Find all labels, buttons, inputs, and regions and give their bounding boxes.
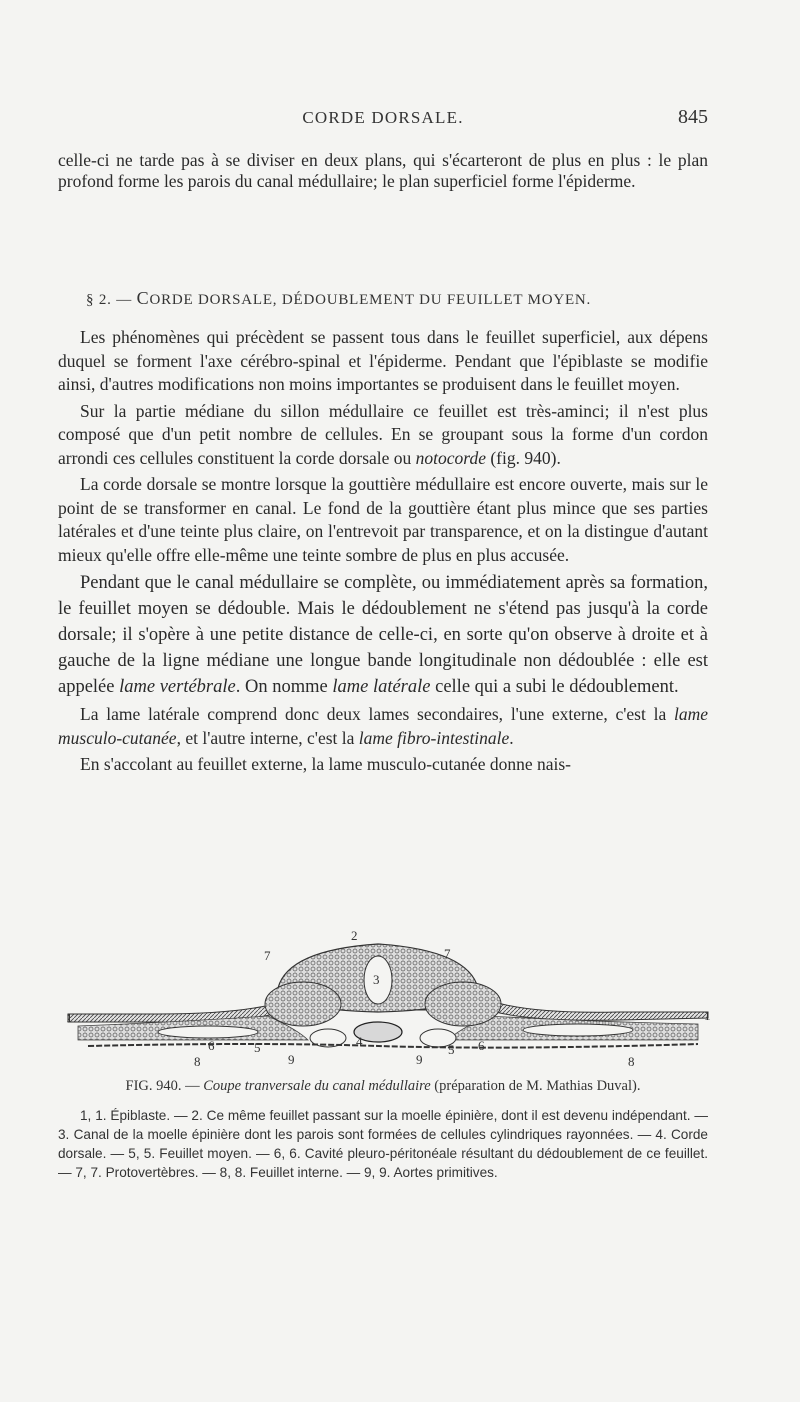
hypoblast-layer bbox=[88, 1044, 698, 1048]
figure-number: FIG. 940. — bbox=[125, 1078, 200, 1094]
body-text bbox=[58, 326, 708, 780]
term-lame-vertebrale: lame vertébrale bbox=[119, 677, 236, 697]
figure-label: 5 bbox=[448, 1042, 455, 1057]
figure-label: 1 bbox=[704, 1008, 711, 1023]
figure-caption bbox=[58, 1078, 708, 1095]
paragraph-4-mid: . On nomme bbox=[235, 677, 328, 697]
intro-paragraph: celle-ci ne tarde pas à se diviser en deux plans, qui s'écarteront de plus en plus : le plan profond forme les parois du canal médullaire; le plan superficiel forme l'épiderme. bbox=[58, 150, 708, 191]
paragraph-3: La corde dorsale se montre lorsque la gouttière médullaire est encore ouverte, mais sur le point de se transformer en canal. Le fond de la gouttière étant plus mince que ses parties latérales et d'une teinte plus claire, on l'entrevoit par transparence, et on la distingue d'autant mieux qu'elle offre elle-même une teinte sombre de plus en plus accusée. bbox=[58, 474, 708, 565]
paragraph-5-mid: , et l'autre interne, c'est la bbox=[176, 727, 355, 748]
figure-940 bbox=[58, 930, 718, 1070]
running-title: CORDE DORSALE. bbox=[302, 108, 464, 127]
figure-label: 1 bbox=[66, 1010, 73, 1025]
term-lame-fibro-intestinale: lame fibro-intestinale bbox=[358, 727, 510, 748]
term-notocorde: notocorde bbox=[415, 447, 486, 468]
pleuro-peritoneal-cavity-right bbox=[523, 1024, 633, 1036]
figure-label: 8 bbox=[628, 1054, 635, 1069]
section-heading bbox=[86, 288, 706, 309]
paragraph-4-end: celle qui a subi le dédoublement. bbox=[435, 677, 679, 697]
section-title-cap: C bbox=[136, 288, 150, 308]
figure-label: 7 bbox=[264, 948, 271, 963]
figure-label: 9 bbox=[288, 1052, 295, 1067]
paragraph-5-text: La lame latérale comprend donc deux lames secondaires, l'une externe, c'est la bbox=[80, 704, 667, 724]
figure-label: 6 bbox=[208, 1038, 215, 1053]
paragraph-5-end: . bbox=[509, 727, 514, 748]
figure-label: 3 bbox=[373, 972, 380, 987]
paragraph-4 bbox=[58, 570, 708, 700]
paragraph-2-ref: (fig. 940). bbox=[490, 447, 561, 468]
page-header bbox=[58, 108, 708, 136]
term-lame-laterale: lame latérale bbox=[332, 677, 431, 697]
paragraph-5 bbox=[58, 703, 708, 750]
paragraph-2-text: Sur la partie médiane du sillon médullaire ce feuillet est très-aminci; il n'est plus composé que d'un petit nombre de cellules. En se groupant sous la forme d'un cordon arrondi ces cellules constituent la corde dorsale ou bbox=[58, 400, 708, 468]
figure-label: 5 bbox=[254, 1040, 261, 1055]
figure-label: 4 bbox=[356, 1034, 363, 1049]
figure-label: 2 bbox=[351, 930, 358, 943]
figure-title: Coupe tranversale du canal médullaire bbox=[203, 1078, 431, 1094]
page-number: 845 bbox=[678, 106, 708, 128]
figure-label: 9 bbox=[416, 1052, 423, 1067]
paragraph-2 bbox=[58, 400, 708, 471]
paragraph-1: Les phénomènes qui précèdent se passent tous dans le feuillet superficiel, aux dépens duquel se forment l'axe cérébro-spinal et l'épiderme. Pendant que l'épiblaste se modifie ainsi, d'autres modifications non moins importantes se produisent dans le feuillet moyen. bbox=[58, 327, 708, 394]
paragraph-4-text: Pendant que le canal médullaire se complète, ou immédiatement après sa formation, le feuillet moyen se dédouble. Mais le dédoublement ne s'étend pas jusqu'à la corde dorsale; il s'opère à une petite distance de celle-ci, en sorte qu'on observe à droite et à gauche de la ligne médiane une longue bande longitudinale non dédoublée : elle est appelée bbox=[58, 573, 708, 697]
figure-credit: (préparation de M. Mathias Duval). bbox=[434, 1078, 641, 1094]
figure-legend: 1, 1. Épiblaste. — 2. Ce même feuillet passant sur la moelle épinière, dont il est devenu indépendant. — 3. Canal de la moelle épinière dont les parois sont formées de cellules cylindriques rayonnées. — 4. Corde dorsale. — 5, 5. Feuillet moyen. — 6, 6. Cavité pleuro-péritonéale résultant du dédoublement de ce feuillet. — 7, 7. Protovertèbres. — 8, 8. Feuillet interne. — 9, 9. Aortes primitives. bbox=[58, 1108, 708, 1180]
pleuro-peritoneal-cavity-left bbox=[158, 1026, 258, 1038]
figure-label: 8 bbox=[194, 1054, 201, 1069]
somite-right bbox=[425, 982, 501, 1026]
cross-section-drawing bbox=[58, 930, 718, 1070]
section-title-rest: ORDE DORSALE, DÉDOUBLEMENT DU FEUILLET MOYEN. bbox=[149, 292, 592, 308]
figure-label: 7 bbox=[444, 946, 451, 961]
section-number: § 2. — bbox=[86, 292, 133, 308]
term-lame-musculo-cutanee: lame musculo-cutanée bbox=[58, 704, 709, 748]
figure-label: 6 bbox=[478, 1038, 485, 1053]
somite-left bbox=[265, 982, 341, 1026]
paragraph-6: En s'accolant au feuillet externe, la lame musculo-cutanée donne nais- bbox=[80, 754, 571, 774]
